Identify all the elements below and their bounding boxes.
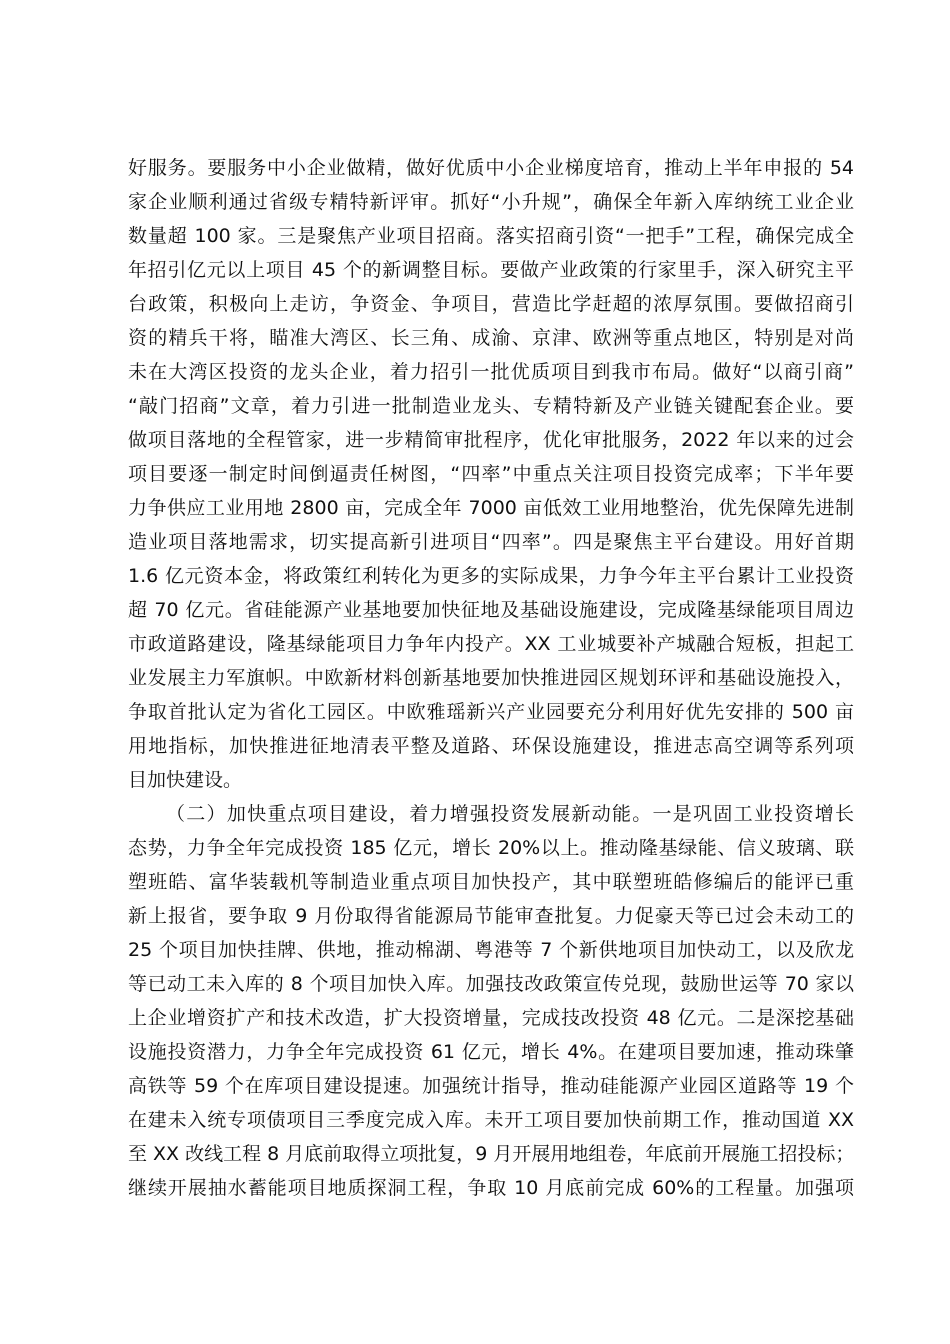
text-line: 做项目落地的全程管家，进一步精简审批程序，优化审批服务，2022 年以来的过会 xyxy=(128,429,854,451)
paragraph-end-line: 目加快建设。 xyxy=(128,769,243,791)
text-line: 塑班皓、富华装载机等制造业重点项目加快投产，其中联塑班皓修编后的能评已重 xyxy=(128,871,854,893)
text-line: 项目要逐一制定时间倒逼责任树图，“四率”中重点关注项目投资完成率；下半年要 xyxy=(128,463,854,485)
text-line: 1.6 亿元资本金，将政策红利转化为更多的实际成果，力争今年主平台累计工业投资 xyxy=(128,565,854,587)
text-line: 家企业顺利通过省级专精特新评审。抓好“小升规”，确保全年新入库纳统工业企业 xyxy=(128,191,854,213)
text-line: 力争供应工业用地 2800 亩，完成全年 7000 亩低效工业用地整治，优先保障先进制 xyxy=(128,497,854,519)
text-line: 资的精兵干将，瞄准大湾区、长三角、成渝、京津、欧洲等重点地区，特别是对尚 xyxy=(128,327,854,349)
text-line: 25 个项目加快挂牌、供地，推动棉湖、粤港等 7 个新供地项目加快动工，以及欣龙 xyxy=(128,939,854,961)
text-line: 造业项目落地需求，切实提高新引进项目“四率”。四是聚焦主平台建设。用好首期 xyxy=(128,531,854,553)
text-line: 业发展主力军旗帜。中欧新材料创新基地要加快推进园区规划环评和基础设施投入， xyxy=(128,667,854,689)
text-line: 等已动工未入库的 8 个项目加快入库。加强技改政策宣传兑现，鼓励世运等 70 家以 xyxy=(128,973,854,995)
document-body xyxy=(128,151,854,1205)
text-line: 设施投资潜力，力争全年完成投资 61 亿元，增长 4%。在建项目要加速，推动珠肇 xyxy=(128,1041,854,1063)
text-line: “敲门招商”文章，着力引进一批制造业龙头、专精特新及产业链关键配套企业。要 xyxy=(128,395,854,417)
text-line: 好服务。要服务中小企业做精，做好优质中小企业梯度培育，推动上半年申报的 54 xyxy=(128,157,854,179)
text-line: 上企业增资扩产和技术改造，扩大投资增量，完成技改投资 48 亿元。二是深挖基础 xyxy=(128,1007,854,1029)
text-line: 数量超 100 家。三是聚焦产业项目招商。落实招商引资“一把手”工程，确保完成全 xyxy=(128,225,854,247)
text-line: 在建未入统专项债项目三季度完成入库。未开工项目要加快前期工作，推动国道 XX xyxy=(128,1109,854,1131)
text-line: 年招引亿元以上项目 45 个的新调整目标。要做产业政策的行家里手，深入研究主平 xyxy=(128,259,854,281)
text-line: 态势，力争全年完成投资 185 亿元，增长 20%以上。推动隆基绿能、信义玻璃、联 xyxy=(128,837,854,859)
text-line: 新上报省，要争取 9 月份取得省能源局节能审查批复。力促豪天等已过会未动工的 xyxy=(128,905,854,927)
text-line: 未在大湾区投资的龙头企业，着力招引一批优质项目到我市布局。做好“以商引商” xyxy=(128,361,854,383)
text-line: 超 70 亿元。省硅能源产业基地要加快征地及基础设施建设，完成隆基绿能项目周边 xyxy=(128,599,854,621)
section-heading-line: （二）加快重点项目建设，着力增强投资发展新动能。一是巩固工业投资增长 xyxy=(166,803,854,825)
text-line: 争取首批认定为省化工园区。中欧雅瑶新兴产业园要充分利用好优先安排的 500 亩 xyxy=(128,701,854,723)
text-line: 台政策，积极向上走访，争资金、争项目，营造比学赶超的浓厚氛围。要做招商引 xyxy=(128,293,854,315)
text-line: 市政道路建设，隆基绿能项目力争年内投产。XX 工业城要补产城融合短板，担起工 xyxy=(128,633,854,655)
text-line: 至 XX 改线工程 8 月底前取得立项批复，9 月开展用地组卷，年底前开展施工招投标； xyxy=(128,1143,854,1165)
text-line: 继续开展抽水蓄能项目地质探洞工程，争取 10 月底前完成 60%的工程量。加强项 xyxy=(128,1177,854,1199)
text-line: 高铁等 59 个在库项目建设提速。加强统计指导，推动硅能源产业园区道路等 19 个 xyxy=(128,1075,854,1097)
text-line: 用地指标，加快推进征地清表平整及道路、环保设施建设，推进志高空调等系列项 xyxy=(128,735,854,757)
